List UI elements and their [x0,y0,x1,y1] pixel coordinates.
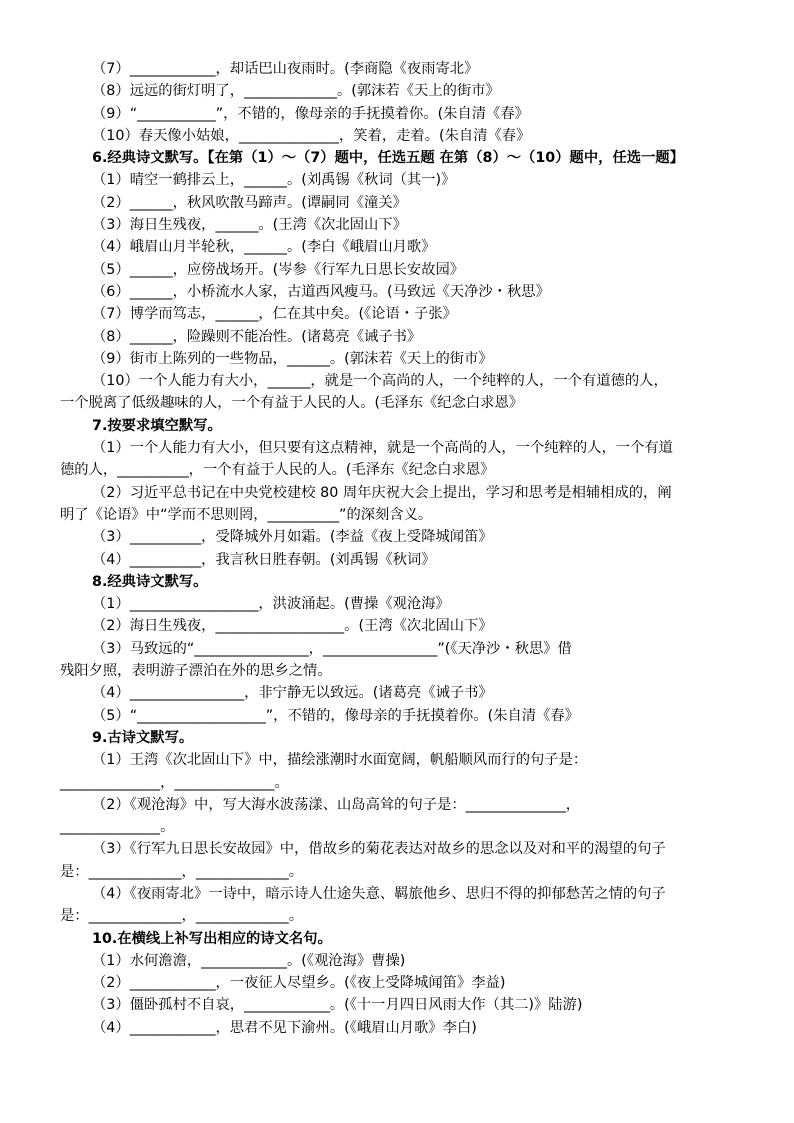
question-line: （8）______，险躁则不能冶性。(诸葛亮《诫子书》 [92,328,422,345]
section-heading: 6.经典诗文默写。【在第（1）～（7）题中，任选五题 在第（8）～（10）题中，任选一题】 [92,150,684,167]
question-line: （2）《观沧海》中，写大海水波荡漾、山岛高耸的句子是：______________， [92,796,581,813]
question-line: ______________，______________。 [60,774,289,791]
question-line: （10）春天像小姑娘，______________，笑着，走着。(朱自清《春》 [92,127,531,144]
question-line: （7）____________，却话巴山夜雨时。(李商隐《夜雨寄北》 [92,61,479,77]
question-line: （4）________________，非宁静无以致远。(诸葛亮《诫子书》 [92,685,493,702]
question-line: （6）______，小桥流水人家，古道西风瘦马。(马致远《天净沙・秋思》 [92,283,550,300]
question-line: （5）“__________________”，不错的，像母亲的手抚摸着你。(朱自清《春》 [92,707,579,724]
question-line: （3）__________，受降城外月如霜。(李益《夜上受降城闻笛》 [92,529,493,546]
question-line: （1）一个人能力有大小，但只要有这点精神，就是一个高尚的人，一个纯粹的人，一个有道 [92,440,673,457]
section-heading: 10.在横线上补写出相应的诗文名句。 [92,930,332,947]
question-line: （1）水何澹澹，____________。(《观沧海》曹操) [92,952,406,969]
question-line: （5）______，应傍战场开。(岑参《行军九日思长安故园》 [92,261,465,278]
question-line: （9）“___________”，不错的，像母亲的手抚摸着你。(朱自清《春》 [92,105,529,122]
worksheet-page [60,58,736,1039]
question-line: （4）____________，思君不见下渝州。(《峨眉山月歌》李白) [92,1019,477,1036]
section-heading: 8.经典诗文默写。 [92,573,208,590]
question-line: （3）《行军九日思长安故园》中，借故乡的菊花表达对故乡的思念以及对和平的渴望的句子 [92,841,666,858]
question-line: 德的人，__________，一个有益于人民的人。(毛泽东《纪念白求恩》 [60,462,495,479]
question-line: （2）______，秋风吹散马蹄声。(谭嗣同《潼关》 [92,194,407,211]
question-line: ______________。 [60,819,175,836]
question-line: 残阳夕照，表明游子漂泊在外的思乡之情。 [60,663,332,680]
question-line: 是：_____________，_____________。 [60,863,304,880]
question-line: （10）一个人能力有大小，______，就是一个高尚的人，一个纯粹的人，一个有道德的人， [92,373,668,390]
question-line: （3）僵卧孤村不自哀，____________。(《十一月四日风雨大作（其二)》陆游) [92,997,583,1014]
question-line: （1）__________________，洪波涌起。(曹操《观沧海》 [92,596,450,613]
question-line: （8）远远的街灯明了，_____________。(郭沫若《天上的街市》 [92,83,500,100]
section-heading: 9.古诗文默写。 [92,729,194,746]
question-line: （4）《夜雨寄北》一诗中，暗示诗人仕途失意、羁旅他乡、思归不得的抑郁愁苦之情的句子 [92,885,666,902]
question-line: （4）峨眉山月半轮秋，______。(李白《峨眉山月歌》 [92,239,436,256]
section-heading: 7.按要求填空默写。 [92,417,222,434]
question-line: （7）博学而笃志，______，仁在其中矣。(《论语・子张》 [92,306,457,323]
question-line: （2）海日生残夜，__________________。(王湾《次北固山下》 [92,618,493,635]
question-line: （2）习近平总书记在中央党校建校 80 周年庆祝大会上提出，学习和思考是相辅相成的，阐 [92,484,672,501]
question-line: （3）海日生残夜，______。(王湾《次北固山下》 [92,217,407,234]
question-line: 明了《论语》中“学而不思则罔，__________”的深刻含义。 [60,506,433,523]
question-line: （1）王湾《次北固山下》中，描绘涨潮时水面宽阔，帆船顺风而行的句子是： [92,752,588,769]
question-line: （9）街市上陈列的一些物品，______。(郭沫若《天上的街市》 [92,350,493,367]
question-line: 是：_____________，_____________。 [60,908,304,925]
question-line: （1）晴空一鹤排云上，______。(刘禹锡《秋词（其一)》 [92,172,456,189]
question-line: （3）马致远的“________________，________________”(《天净沙・秋思》借 [92,640,572,657]
question-line: 一个脱离了低级趣味的人，一个有益于人民的人。(毛泽东《纪念白求恩》 [60,395,524,412]
question-line: （2）____________，一夜征人尽望乡。(《夜上受降城闻笛》李益) [92,975,506,992]
question-line: （4）__________，我言秋日胜春朝。(刘禹锡《秋词》 [92,551,436,568]
